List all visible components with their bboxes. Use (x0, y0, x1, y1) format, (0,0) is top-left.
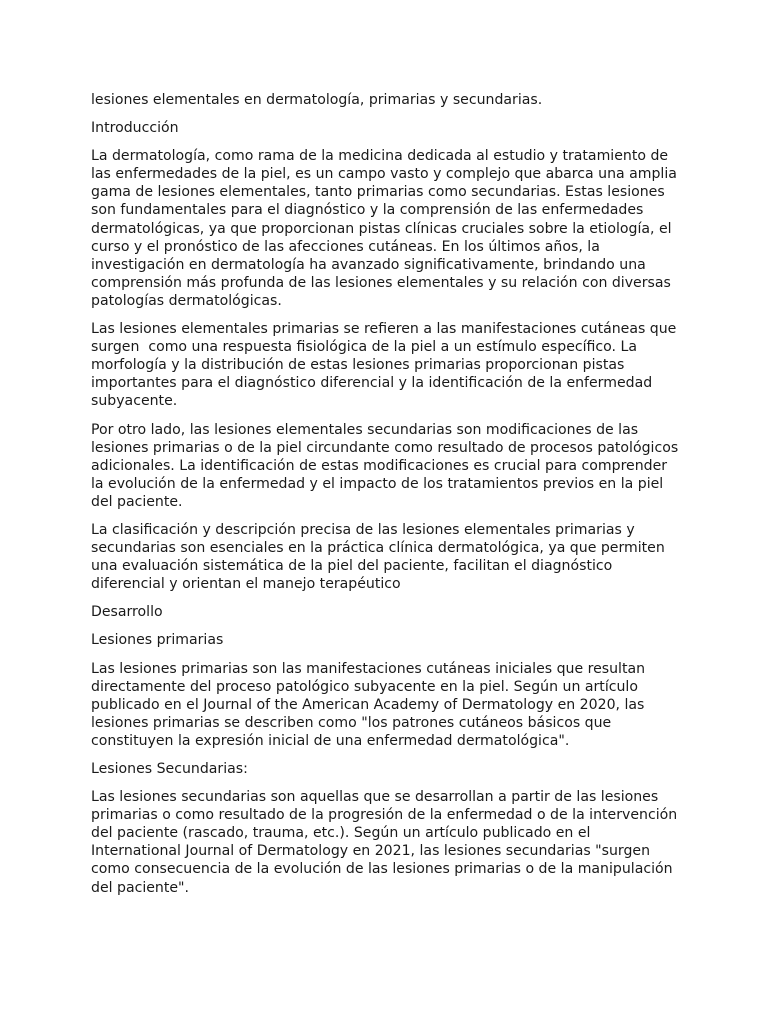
document-page (91, 91, 683, 907)
document-title: lesiones elementales en dermatología, primarias y secundarias. (91, 92, 543, 108)
intro-paragraph-3: Por otro lado, las lesiones elementales secundarias son modificaciones de las lesiones primarias o de la piel circundante como resultado de procesos patológicos adicionales. La identificación de estas modificaciones es crucial para comprender la evolución de la enfermedad y el impacto de los tratamientos previos en la piel del paciente. (91, 421, 683, 510)
primary-lesions-heading: Lesiones primarias (91, 632, 224, 649)
intro-paragraph-2: Las lesiones elementales primarias se refieren a las manifestaciones cutáneas que surgen como una respuesta fisiológica de la piel a un estímulo específico. La morfología y la distribución de estas lesiones primarias proporcionan pistas importantes para el diagnóstico diferencial y la identificación de la enfermedad subyacente. (91, 321, 681, 410)
secondary-lesions-heading: Lesiones Secundarias: (91, 761, 248, 777)
intro-paragraph-4: La clasificación y descripción precisa de las lesiones elementales primarias y secundarias son esenciales en la práctica clínica dermatológica, ya que permiten una evaluación sistemática de la piel del paciente, facilitan el diagnóstico diferencial y orientan el manejo terapéutico (91, 521, 670, 593)
development-heading: Desarrollo (91, 604, 163, 621)
intro-heading: Introducción (91, 120, 179, 137)
primary-lesions-paragraph: Las lesiones primarias son las manifestaciones cutáneas iniciales que resultan directamente del proceso patológico subyacente en la piel. Según un artículo publicado en el Journal of the American Academy of Dermatology en 2020, las lesiones primarias se describen como "los patrones cutáneos básicos que constituyen la expresión inicial de una enfermedad dermatológica". (91, 660, 650, 749)
intro-paragraph-1: La dermatología, como rama de la medicina dedicada al estudio y tratamiento de las enfermedades de la piel, es un campo vasto y complejo que abarca una amplia gama de lesiones elementales, tanto primarias como secundarias. Estas lesiones son fundamentales para el diagnóstico y la comprensión de las enfermedades dermatológicas, ya que proporcionan pistas clínicas cruciales sobre la etiología, el curso y el pronóstico de las afecciones cutáneas. En los últimos años, la investigación en dermatología ha avanzado significativamente, brindando una comprensión más profunda de las lesiones elementales y su relación con diversas patologías dermatológicas. (91, 148, 682, 309)
secondary-lesions-paragraph: Las lesiones secundarias son aquellas que se desarrollan a partir de las lesiones primarias o como resultado de la progresión de la enfermedad o de la intervención del paciente (rascado, trauma, etc.). Según un artículo publicado en el International Journal of Dermatology en 2021, las lesiones secundarias "surgen como consecuencia de la evolución de las lesiones primarias o de la manipulación del paciente". (91, 789, 682, 896)
